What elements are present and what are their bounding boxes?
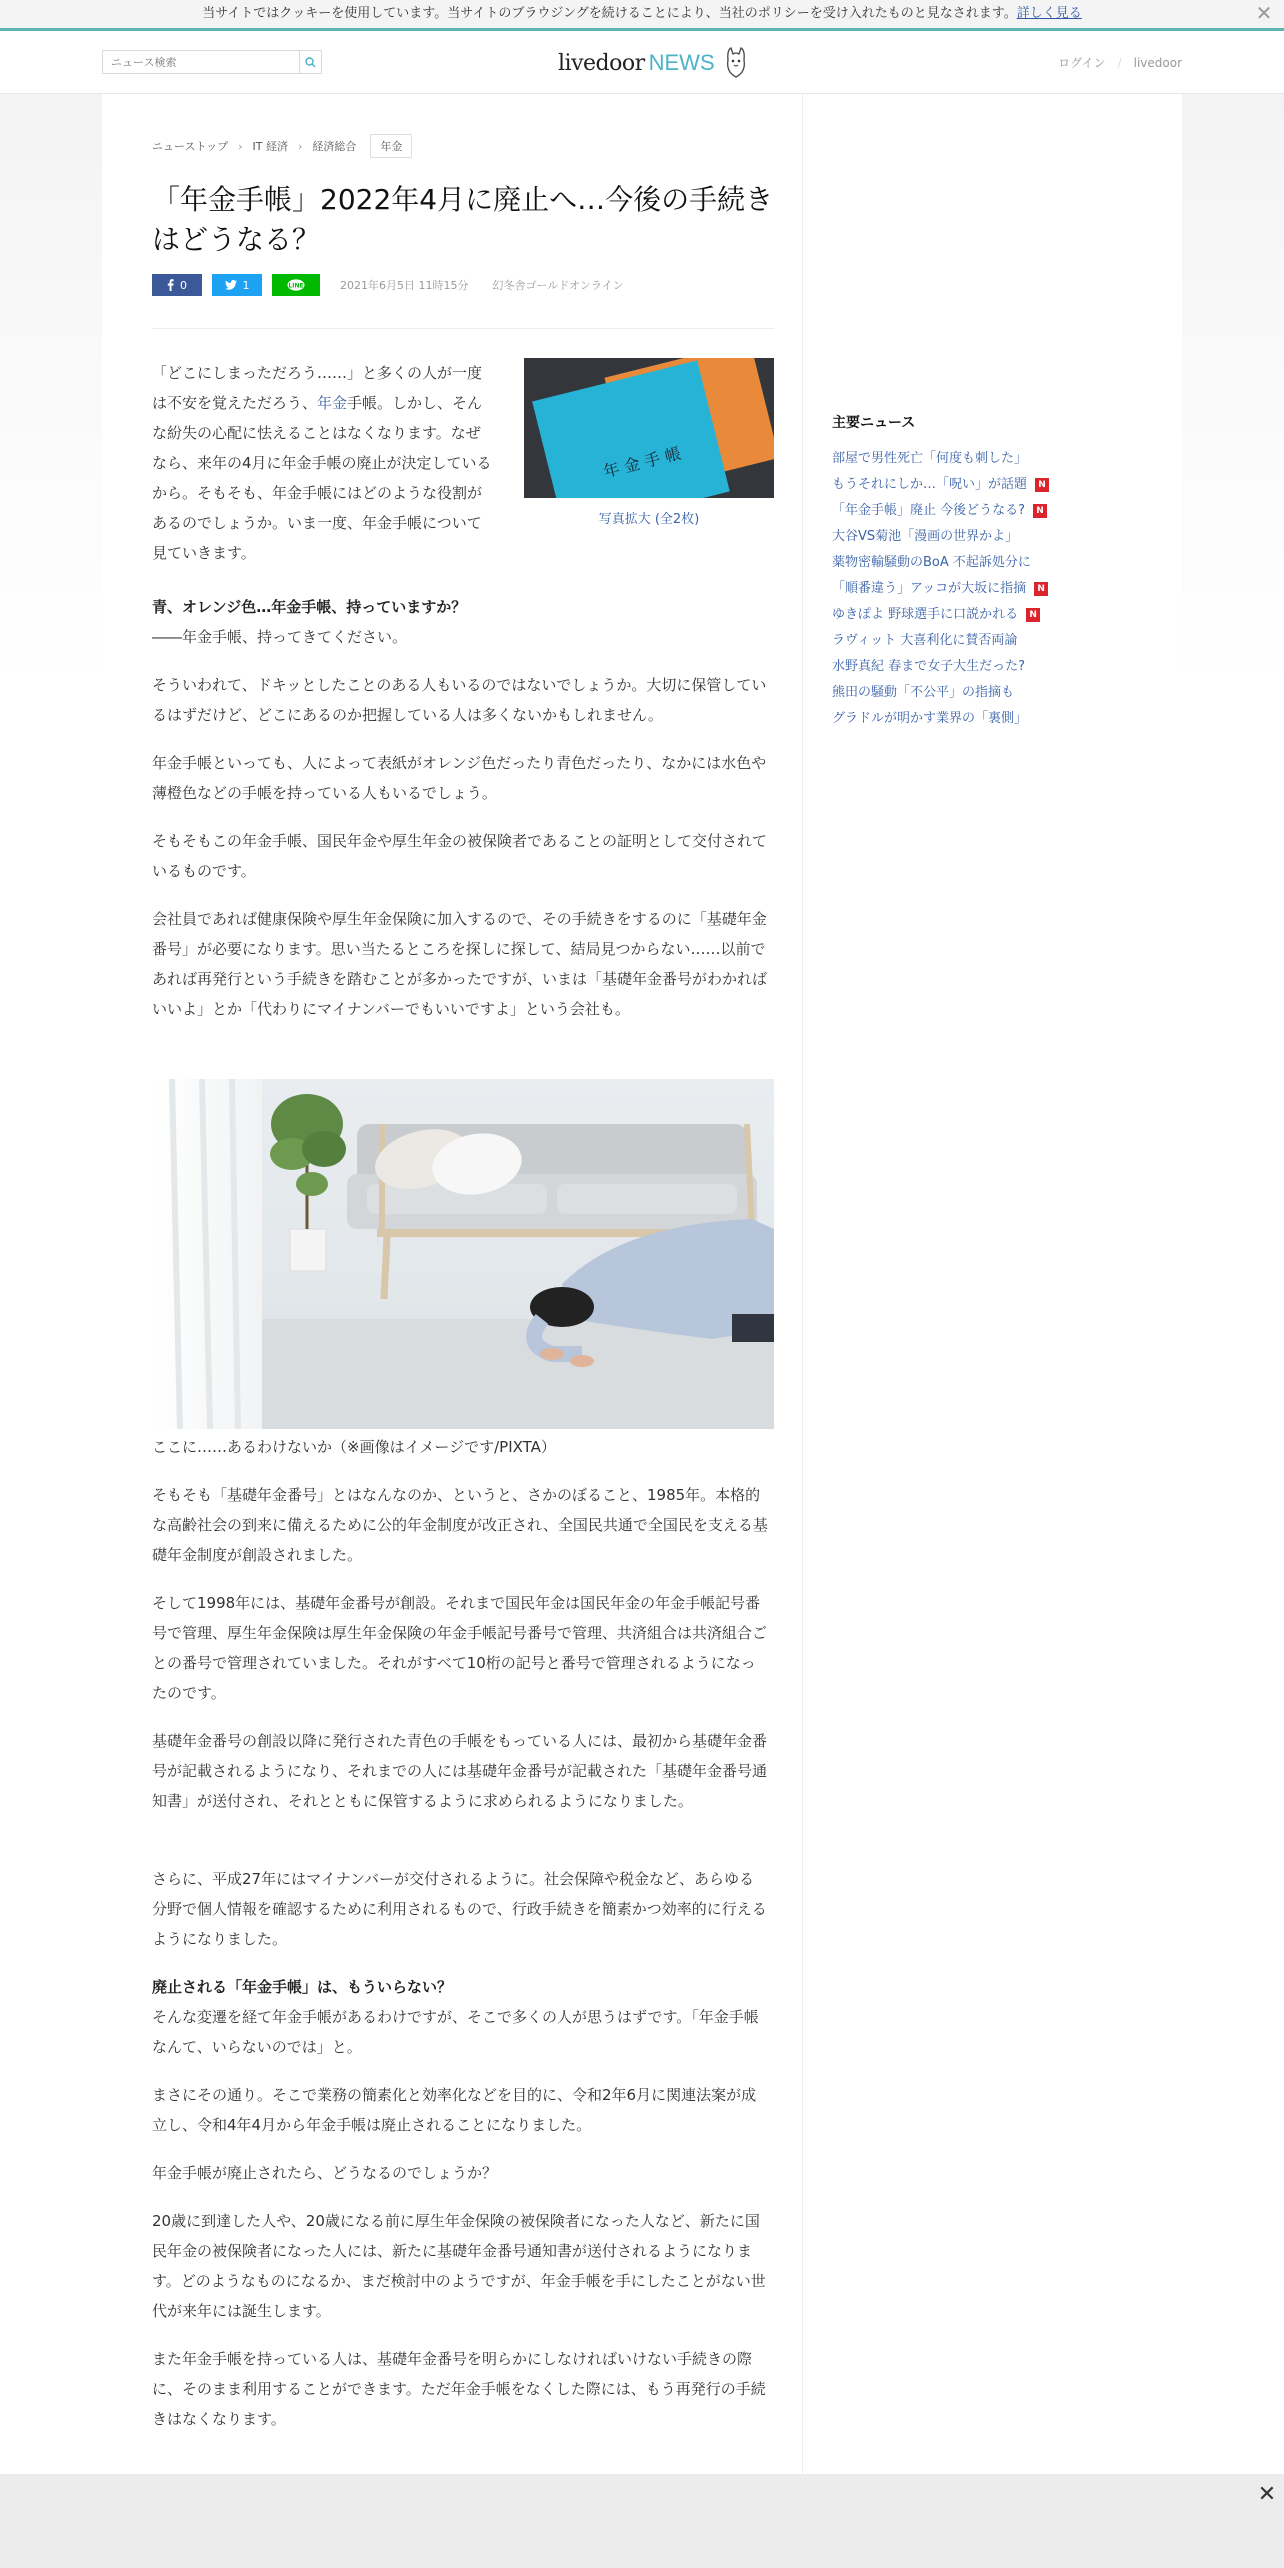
svg-text:LINE: LINE xyxy=(288,282,304,290)
top-news-item[interactable] xyxy=(832,706,1162,732)
cookie-text: 当サイトではクッキーを使用しています。当サイトのブラウジングを続けることにより、当社のポリシーを受け入れたものと見なされます。 xyxy=(202,6,1017,21)
cookie-notice xyxy=(0,0,1284,31)
article-image-sofa[interactable] xyxy=(152,1079,774,1429)
login-link[interactable]: ログイン xyxy=(1058,56,1106,70)
article-source[interactable]: 幻冬舎ゴールドオンライン xyxy=(492,279,624,292)
top-news-title: 「年金手帳」廃止 今後どうなる? xyxy=(832,503,1026,518)
article-title: 「年金手帳」2022年4月に廃止へ…今後の手続きはどうなる？ xyxy=(152,183,774,256)
top-news-title: 薬物密輸騒動のBoA 不起訴処分に xyxy=(832,555,1031,570)
top-news-item[interactable] xyxy=(832,628,1162,654)
breadcrumb-news-top[interactable]: ニューストップ xyxy=(152,140,229,153)
sidebar-heading: 主要ニュース xyxy=(832,415,916,431)
twitter-icon xyxy=(225,280,237,290)
paragraph: そんな変遷を経て年金手帳があるわけですが、そこで多くの人が思うはずです。「年金手帳なんて、いらないのでは」と。 xyxy=(152,2008,759,2056)
paragraph: ――年金手帳、持ってきてください。 xyxy=(152,628,408,646)
paragraph: また年金手帳を持っている人は、基礎年金番号を明らかにしなければいけない手続きの際に、そのまま利用することができます。ただ年金手帳をなくした際には、もう再発行の手続きはなくなります。 xyxy=(152,2350,766,2428)
logo-livedoor-text: livedoor xyxy=(558,50,645,76)
paragraph: 基礎年金番号の創設以降に発行された青色の手帳をもっている人には、最初から基礎年金番号が記載されるようになり、それまでの人には基礎年金番号が記載された「基礎年金番号通知書」が送付され、それとともに保管するように求められるようになりました。 xyxy=(152,1732,768,1810)
lead-figure xyxy=(524,358,774,527)
livedoor-news-logo[interactable] xyxy=(558,45,749,81)
search-icon xyxy=(305,57,316,68)
keyword-link-nenkin[interactable]: 年金 xyxy=(317,394,348,412)
top-news-item[interactable] xyxy=(832,472,1162,498)
paragraph: 会社員であれば健康保険や厚生年金保険に加入するので、その手続きをするのに「基礎年金番号」が必要になります。思い当たるところを探しに探して、結局見つからない……以前であれば再発行という手続きを踏むことが多かったですが、いまは「基礎年金番号がわかればいいよ」とか「代わりにマイナンバーでもいいですよ」という会社も。 xyxy=(152,910,768,1018)
top-news-item[interactable] xyxy=(832,680,1162,706)
livedoor-link[interactable]: livedoor xyxy=(1133,56,1182,70)
search-input[interactable] xyxy=(103,51,299,73)
breadcrumb-it-economy[interactable]: IT 経済 xyxy=(252,140,288,153)
photo-cover-text: 年 金 手 帳 xyxy=(601,443,683,482)
search-box xyxy=(102,50,322,74)
twitter-share-button[interactable] xyxy=(212,274,262,296)
paragraph: さらに、平成27年にはマイナンバーが交付されるように。社会保障や税金など、あらゆる分野で個人情報を確認するために利用されるもので、行政手続きを簡素かつ効率的に行えるようになりました。 xyxy=(152,1870,767,1948)
cookie-close-icon[interactable]: ✕ xyxy=(1255,1,1273,25)
twitter-count: 1 xyxy=(242,278,250,292)
top-news-item[interactable] xyxy=(832,576,1162,602)
paragraph: そもそも「基礎年金番号」とはなんなのか、というと、さかのぼること、1985年。本格的な高齢社会の到来に備えるために公的年金制度が改正され、全国民共通で全国民を支える基礎年金制度が創設されました。 xyxy=(152,1486,768,1564)
paragraph: そもそもこの年金手帳、国民年金や厚生年金の被保険者であることの証明として交付されているものです。 xyxy=(152,832,768,880)
top-news-item[interactable] xyxy=(832,654,1162,680)
top-news-item[interactable] xyxy=(832,446,1162,472)
search-button[interactable] xyxy=(299,51,321,73)
section-heading-1: 青、オレンジ色…年金手帳、持っていますか？ xyxy=(152,598,467,616)
paragraph: 年金手帳といっても、人によって表紙がオレンジ色だったり青色だったり、なかには水色や薄橙色などの手帳を持っている人もいるでしょう。 xyxy=(152,754,767,802)
paragraph: そして1998年には、基礎年金番号が創設。それまで国民年金は国民年金の年金手帳記号番号で管理、厚生年金保険は厚生年金保険の年金手帳記号番号で管理、共済組合は共済組合ごとの番号で管理されていました。それがすべて10桁の記号と番号で管理されるようになったのです。 xyxy=(152,1594,768,1702)
new-badge: N xyxy=(1034,582,1048,596)
line-icon xyxy=(287,279,305,291)
bottom-ad-bar xyxy=(0,2474,1284,2568)
breadcrumb xyxy=(152,134,412,158)
image-caption: ここに……あるわけないか（※画像はイメージです/PIXTA） xyxy=(152,1438,556,1456)
top-news-item[interactable] xyxy=(832,524,1162,550)
top-news-title: 熊田の騒動「不公平」の指摘も xyxy=(832,685,1015,700)
logo-news-text: NEWS xyxy=(648,50,715,75)
top-news-title: 部屋で男性死亡「何度も刺した」 xyxy=(832,451,1028,466)
top-news-item[interactable] xyxy=(832,498,1162,524)
facebook-icon xyxy=(167,279,174,291)
lead-text-after: 手帳。しかし、そんな紛失の心配に怯えることはなくなります。なぜなら、来年の4月に年金手帳の廃止が決定しているから。そもそも、年金手帳にはどのような役割があるのでしょうか。いま一度、年金手帳について見ていきます。 xyxy=(152,394,492,562)
share-row xyxy=(152,274,774,296)
article-date: 2021年6月5日 11時15分 xyxy=(340,279,469,292)
top-news-title: もうそれにしか…「呪い」が話題 xyxy=(832,477,1028,492)
chevron-right-icon: › xyxy=(298,139,303,153)
new-badge: N xyxy=(1033,504,1047,518)
section-heading-2: 廃止される「年金手帳」は、もういらない？ xyxy=(152,1978,453,1996)
photo-enlarge-link[interactable]: 写真拡大 (全2枚) xyxy=(598,512,700,527)
pension-book-photo[interactable] xyxy=(524,358,774,498)
breadcrumb-economy-general[interactable]: 経済総合 xyxy=(312,140,357,153)
lead-paragraph xyxy=(152,358,492,568)
top-news-title: グラドルが明かす業界の「裏側」 xyxy=(832,711,1028,726)
header-separator: / xyxy=(1117,56,1122,70)
mascot-icon xyxy=(723,46,749,80)
pension-book-illustration xyxy=(524,358,774,498)
facebook-count: 0 xyxy=(180,278,187,292)
content-card xyxy=(102,94,1182,2474)
paragraph: そういわれて、ドキッとしたことのある人もいるのではないでしょうか。大切に保管しているはずだけど、どこにあるのか把握している人は多くないかもしれません。 xyxy=(152,676,767,724)
new-badge: N xyxy=(1035,478,1049,492)
divider xyxy=(152,328,774,329)
line-share-button[interactable] xyxy=(272,274,320,296)
paragraph: 年金手帳が廃止されたら、どうなるのでしょうか？ xyxy=(152,2164,498,2182)
chevron-right-icon: › xyxy=(238,139,243,153)
header-links xyxy=(1058,54,1182,71)
top-news-item[interactable] xyxy=(832,550,1162,576)
site-header xyxy=(0,31,1284,94)
main-column xyxy=(102,94,803,2474)
top-news-title: ラヴィット 大喜利化に賛否両論 xyxy=(832,633,1018,648)
topic-tag[interactable]: 年金 xyxy=(370,134,412,158)
paragraph: 20歳に到達した人や、20歳になる前に厚生年金保険の被保険者になった人など、新たに国民年金の被保険者になった人には、新たに基礎年金番号通知書が送付されるようになります。どのようなものになるか、まだ検討中のようですが、年金手帳を手にしたことがない世代が来年には誕生します。 xyxy=(152,2212,766,2320)
top-news-title: 水野真紀 春まで女子大生だった? xyxy=(832,659,1026,674)
top-news-title: ゆきぽよ 野球選手に口説かれる xyxy=(832,607,1019,622)
paragraph: まさにその通り。そこで業務の簡素化と効率化などを目的に、令和2年6月に関連法案が成立し、令和4年4月から年金手帳は廃止されることになりました。 xyxy=(152,2086,757,2134)
article-meta xyxy=(340,277,624,293)
facebook-share-button[interactable] xyxy=(152,274,202,296)
sofa-scene-illustration xyxy=(152,1079,774,1429)
new-badge: N xyxy=(1026,608,1040,622)
top-news-title: 大谷VS菊池「漫画の世界かよ」 xyxy=(832,529,1019,544)
top-news-item[interactable] xyxy=(832,602,1162,628)
top-news-list xyxy=(832,446,1162,732)
top-news-title: 「順番違う」アッコが大坂に指摘 xyxy=(832,581,1027,596)
close-icon[interactable]: ✕ xyxy=(1257,2482,1277,2507)
cookie-details-link[interactable]: 詳しく見る xyxy=(1016,6,1082,21)
lead-text-before: 「どこにしまっただろう……」と多くの人が一度は不安を覚えただろう、 xyxy=(152,364,483,412)
